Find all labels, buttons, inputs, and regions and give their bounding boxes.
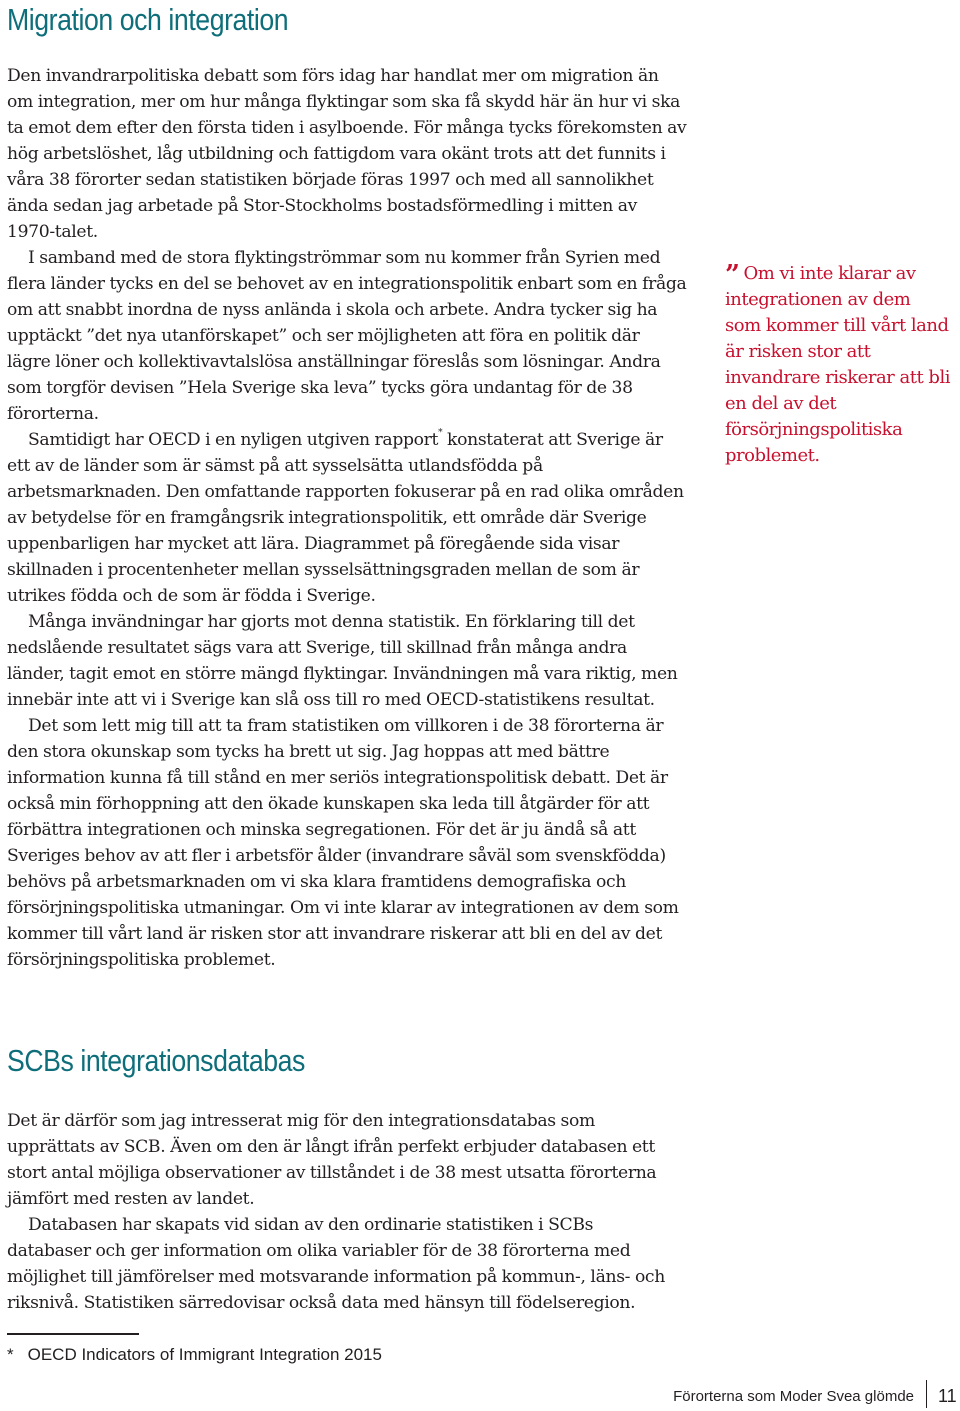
paragraph: Många invändningar har gjorts mot denna statistik. En förklaring till det nedslående resultatet sägs vara att Sverige, till skillnad från många andra länder, tagit emot en större mängd flyktingar. Invändningen må vara riktig, men innebär inte att vi i Sverige kan slå oss till ro med OECD-statistikens resultat. [7,612,678,710]
paragraph: Den invandrarpolitiska debatt som förs idag har handlat mer om migration än om integration, mer om hur många flyktingar som ska få skydd här än hur vi ska ta emot dem efter den första tiden i asylboende. För många tycks förekomsten av hög arbetslöshet, låg utbildning och fattigdom vara okänt trots att det funnits i våra 38 förorter sedan statistiken började föras 1997 och med all sannolikhet ända sedan jag arbetade på Stor-Stockholms bostadsförmedling i mitten av 1970-talet. [7,66,687,242]
footnote-marker: * [7,1345,14,1364]
paragraph: Det är därför som jag intresserat mig för den integrationsdatabas som upprättats av SCB. Även om den är långt ifrån perfekt erbjuder databasen ett stort antal möjliga observationer av tillståndet i de 38 mest utsatta förorterna jämfört med resten av landet. [7,1111,657,1209]
paragraph: Databasen har skapats vid sidan av den ordinarie statistiken i SCBs databaser och ger information om olika variabler för de 38 förorterna med möjlighet till jämförelser med motsvarande information på kommun-, läns- och riksnivå. Statistiken särredovisar också data med hänsyn till födelseregion. [7,1215,665,1313]
section-heading-scb: SCBs integrationsdatabas [7,1043,305,1078]
paragraph-text-part: konstaterat att Sverige är ett av de länder som är sämst på att sysselsätta utlandsfödda på arbetsmarknaden. Den omfattande rapporten fokuserar på en rad olika områden av betydelse för en framgångsrik integrationspolitik, ett område där Sverige uppenbarligen har mycket att lära. Diagrammet på föregående sida visar skillnaden i procentenheter mellan sysselsättningsgraden mellan de som är utrikes födda och de som är födda i Sverige. [7,430,684,606]
pull-quote-text: Om vi inte klarar av integrationen av dem som kommer till vårt land är risken stor att invandrare riskerar att bli en del av det försörjningspolitiska problemet. [725,263,950,466]
footer-divider [926,1380,927,1408]
footer-publication-title: Förorterna som Moder Svea glömde [673,1388,914,1405]
section-body [7,1108,675,1316]
paragraph: Det som lett mig till att ta fram statistiken om villkoren i de 38 förorterna är den stora okunskap som tycks ha brett ut sig. Jag hoppas att med bättre information kunna få till stånd en mer seriös integrationspolitisk debatt. Det är också min förhoppning att den ökade kunskapen ska leda till åtgärder för att förbättra integrationen och minska segregationen. För det är ju ändå så att Sveriges behov av att fler i arbetsför ålder (invandrare såväl som svenskfödda) behövs på arbetsmarknaden om vi ska klara framtidens demografiska och försörjningspolitiska utmaningar. Om vi inte klarar av integrationen av dem som kommer till vårt land är risken stor att invandrare riskerar att bli en del av det försörjningspolitiska problemet. [7,716,679,970]
page-number: 11 [938,1386,957,1406]
section-heading-migration: Migration och integration [7,2,289,37]
pull-quote [725,261,950,469]
paragraph: I samband med de stora flyktingströmmar som nu kommer från Syrien med flera länder tycks en del se behovet av en integrationspolitik enbart som en fråga om att snabbt inordna de nyss anlända i skola och arbete. Andra tycker sig ha upptäckt ”det nya utanförskapet” och ser möjligheten att föra en politik där lägre löner och kollektivavtalslösa anställningar föreslås som lösningar. Andra som torgför devisen ”Hela Sverige ska leva” tycks göra undantag för de 38 förorterna. [7,248,687,424]
paragraph-with-footnote [7,427,687,609]
footnote-text: OECD Indicators of Immigrant Integration 2015 [27,1345,382,1364]
paragraph-text-part: Samtidigt har OECD i en nyligen utgiven rapport [28,430,439,450]
quote-mark-icon: ” [725,260,740,290]
footnote-divider [7,1333,139,1335]
article-body [7,63,687,973]
footnote-reference: * [438,428,443,439]
footnote [7,1344,382,1366]
